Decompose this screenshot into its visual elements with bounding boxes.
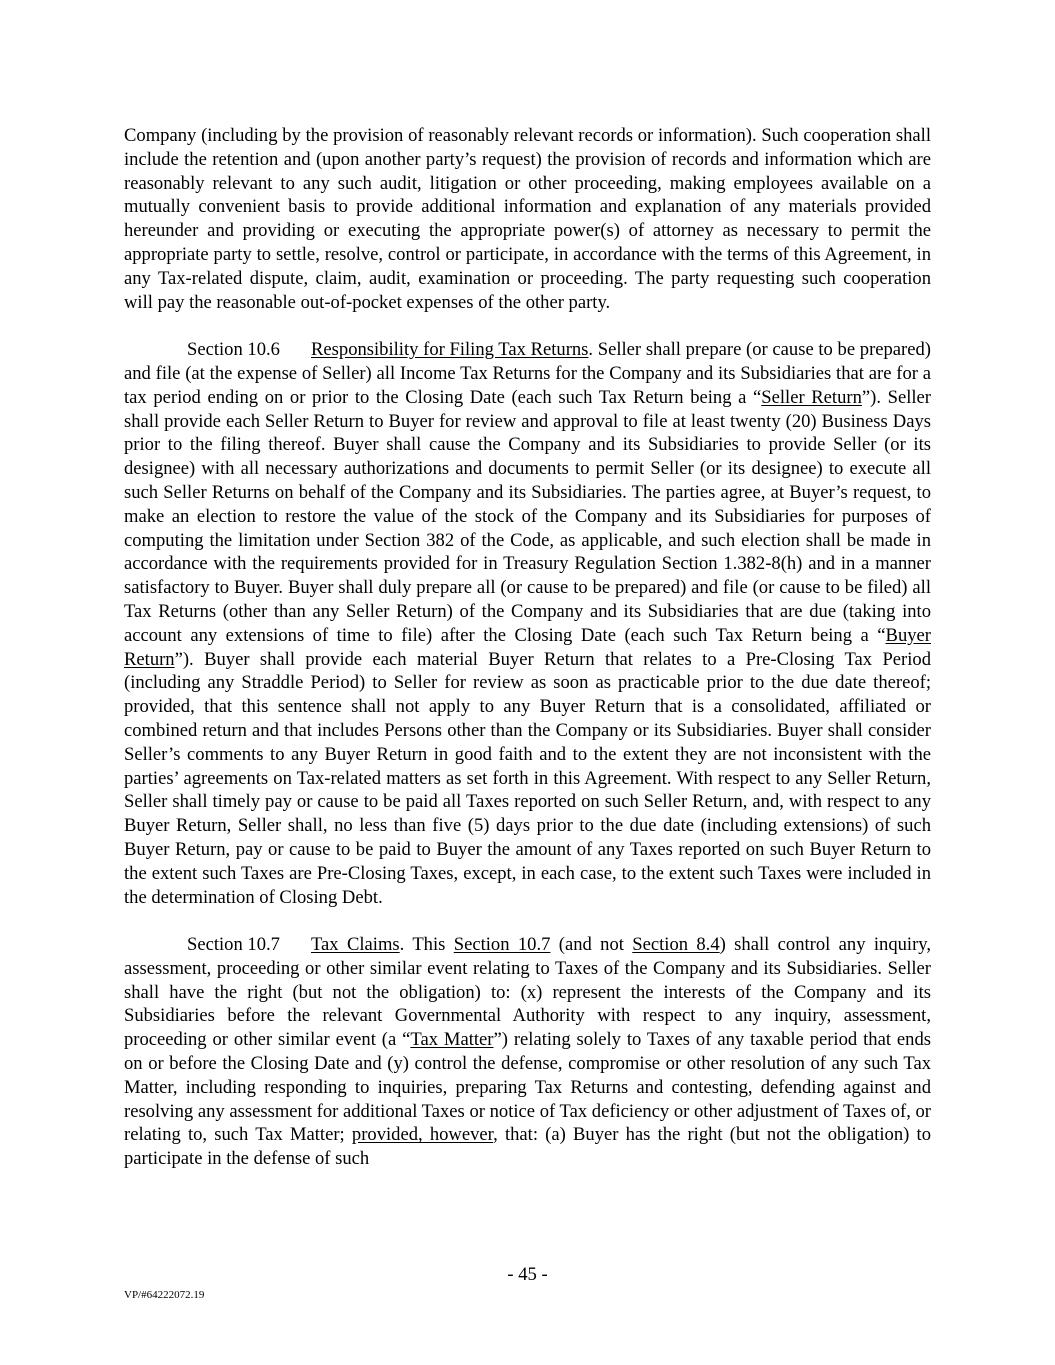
document-body: [124, 124, 931, 1195]
page-number: - 45 -: [507, 1264, 548, 1285]
defined-term-seller-return: Seller Return: [761, 386, 862, 408]
cross-reference-section-8-4: Section 8.4: [632, 934, 720, 956]
section-number: Section 10.7: [187, 934, 280, 956]
cross-reference-section-10-7: Section 10.7: [453, 934, 551, 956]
section-text: , that: (a) Buyer has the right (but not the obligation) to participate in the defense of such: [124, 1124, 931, 1170]
paragraph-cooperation-continued: [124, 124, 931, 314]
paragraph-text: Company (including by the provision of reasonably relevant records or information). Such cooperation shall include the retention and (upon another party’s request) the provision of records and information which are reasonably relevant to any such audit, litigation or other proceeding, making employees available on a mutually convenient basis to provide additional information and explanation of any materials provided hereunder and providing or executing the appropriate power(s) of attorney as necessary to permit the appropriate party to settle, resolve, control or participate, in accordance with the terms of this Agreement, in any Tax-related dispute, claim, audit, examination or proceeding. The party requesting such cooperation will pay the reasonable out-of-pocket expenses of the other party.: [124, 125, 931, 313]
section-text: ”). Buyer shall provide each material Buyer Return that relates to a Pre-Closing Tax Period (including any Straddle Period) to Seller for review as soon as practicable prior to the due date thereof; provided, that this sentence shall not apply to any Buyer Return that is a consolidated, affiliated or combined return and that includes Persons other than the Company or its Subsidiaries. Buyer shall consider Seller’s comments to any Buyer Return in good faith and to the extent they are not inconsistent with the parties’ agreements on Tax-related matters as set forth in this Agreement. With respect to any Seller Return, Seller shall timely pay or cause to be paid all Taxes reported on such Seller Return, and, with respect to any Buyer Return, Seller shall, no less than five (5) days prior to the due date (including extensions) of such Buyer Return, pay or cause to be paid to Buyer the amount of any Taxes reported on such Buyer Return to the extent such Taxes are Pre-Closing Taxes, except, in each case, to the extent such Taxes were included in the determination of Closing Debt.: [124, 648, 931, 908]
section-text: ”) relating solely to Taxes of any taxable period that ends on or before the Closing Date and (y) control the defense, compromise or other resolution of any such Tax Matter, including responding to inquiries, preparing Tax Returns and contesting, defending against and resolving any assessment for additional Taxes or notice of Tax deficiency or other adjustment of Taxes of, or relating to, such Tax Matter;: [124, 1029, 931, 1146]
section-heading: Tax Claims: [311, 934, 400, 956]
section-number: Section 10.6: [187, 339, 280, 361]
document-id: VP/#64222072.19: [124, 1289, 205, 1301]
section-10-6-paragraph: [124, 338, 931, 909]
section-10-7-paragraph: [124, 933, 931, 1171]
proviso-phrase: provided, however: [351, 1124, 494, 1146]
section-text: . Seller shall prepare (or cause to be prepared) and file (at the expense of Seller) all Income Tax Returns for the Company and its Subsidiaries that are for a tax period ending on or prior to the Closing Date (each such Tax Return being a “: [124, 339, 931, 408]
section-text: ”). Seller shall provide each Seller Return to Buyer for review and approval to file at least twenty (20) Business Days prior to the filing thereof. Buyer shall cause the Company and its Subsidiaries to provide Seller (or its designee) with all necessary authorizations and documents to permit Seller (or its designee) to execute all such Seller Returns on behalf of the Company and its Subsidiaries. The parties agree, at Buyer’s request, to make an election to restore the value of the stock of the Company and its Subsidiaries for purposes of computing the limitation under Section 382 of the Code, as applicable, and such election shall be made in accordance with the requirements provided for in Treasury Regulation Section 1.382-8(h) and in a manner satisfactory to Buyer. Buyer shall duly prepare all (or cause to be prepared) and file (or cause to be filed) all Tax Returns (other than any Seller Return) of the Company and its Subsidiaries that are due (taking into account any extensions of time to file) after the Closing Date (each such Tax Return being a “: [124, 386, 931, 646]
section-heading: Responsibility for Filing Tax Returns: [311, 339, 589, 361]
section-text: . This: [399, 934, 454, 956]
section-text: (and not: [550, 934, 633, 956]
section-text: ) shall control any inquiry, assessment, proceeding or other similar event relating to Taxes of the Company and its Subsidiaries. Seller shall have the right (but not the obligation) to: (x) represent the interests of the Company and its Subsidiaries before the relevant Governmental Authority with respect to any inquiry, assessment, proceeding or other similar event (a “: [124, 934, 932, 1051]
defined-term-buyer-return: Buyer Return: [124, 624, 931, 670]
defined-term-tax-matter: Tax Matter: [410, 1029, 494, 1051]
